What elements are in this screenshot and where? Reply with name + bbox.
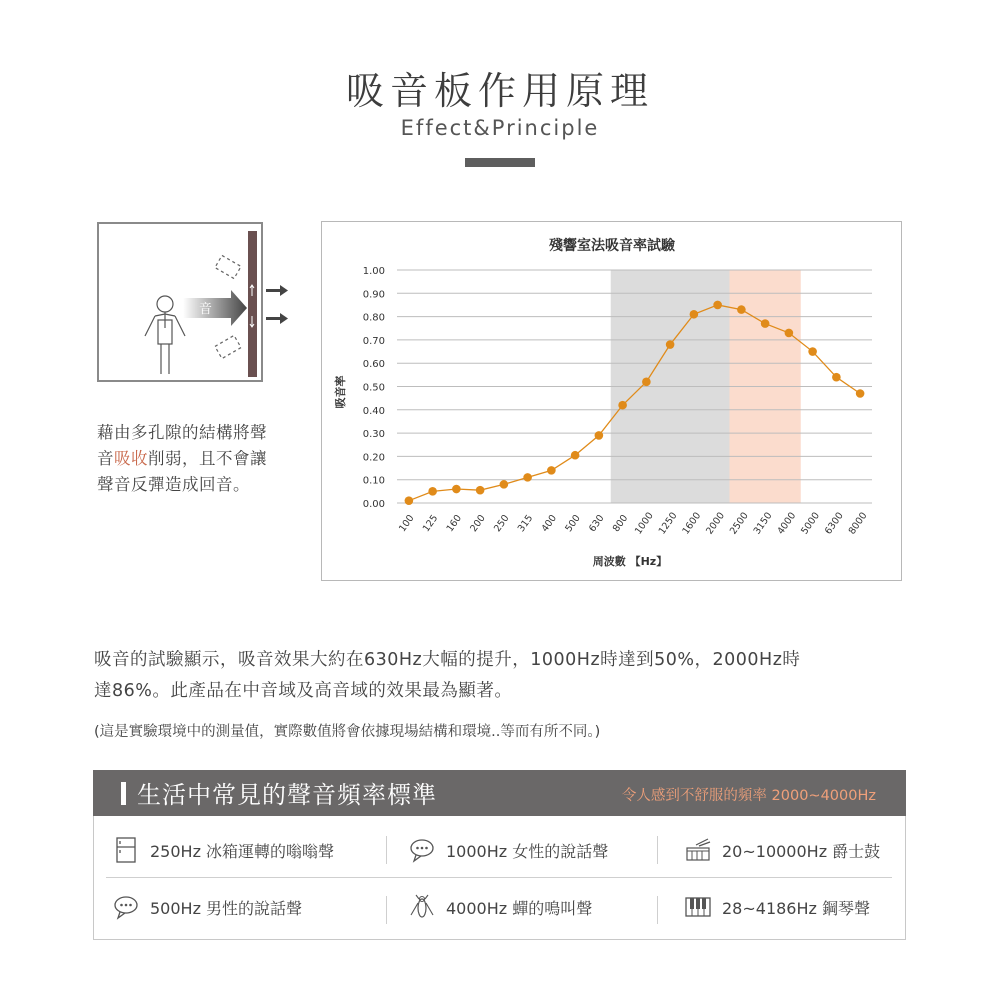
- measurement-note: (這是實驗環境中的測量值，實際數值將會依據現場結構和環境..等而有所不同。): [94, 724, 601, 740]
- title-underline: [465, 158, 535, 167]
- x-tick-label: 200: [468, 512, 488, 535]
- y-tick-label: 0.00: [362, 499, 385, 510]
- page-subtitle: Effect&Principle: [400, 116, 600, 140]
- absorption-chart: [321, 221, 902, 581]
- x-tick-label: 2500: [727, 510, 751, 537]
- data-point: [761, 319, 770, 328]
- speech-bubble-icon: [408, 836, 436, 864]
- data-point: [405, 496, 414, 505]
- x-tick-label: 315: [515, 512, 536, 535]
- absorption-diagram: [97, 222, 263, 382]
- data-point: [737, 305, 746, 314]
- x-tick-label: 630: [587, 512, 607, 535]
- data-point: [642, 378, 651, 387]
- highlight-text: 吸收: [114, 449, 148, 468]
- sound-label: 1000Hz 女性的說話聲: [446, 841, 609, 861]
- data-point: [571, 451, 580, 460]
- speech-bubble-icon: [112, 893, 140, 921]
- data-point: [690, 310, 699, 319]
- y-tick-label: 0.20: [362, 452, 385, 464]
- x-tick-label: 3150: [751, 510, 775, 537]
- data-point: [666, 340, 675, 349]
- chart-title: 殘響室法吸音率試驗: [549, 238, 675, 254]
- x-tick-label: 100: [397, 512, 417, 535]
- sound-item: [112, 892, 302, 922]
- chart-ylabel: 吸音率: [334, 375, 347, 409]
- y-tick-label: 0.70: [362, 335, 385, 347]
- data-point: [428, 487, 437, 496]
- x-tick-label: 8000: [846, 510, 870, 537]
- y-tick-label: 0.80: [362, 312, 385, 324]
- x-tick-label: 800: [610, 512, 631, 535]
- data-point: [452, 485, 461, 494]
- sound-label: 20~10000Hz 爵士鼓: [722, 841, 881, 861]
- y-tick-label: 1.00: [362, 266, 385, 277]
- transmit-arrows-icon: [264, 280, 294, 330]
- wall-panel: [248, 231, 257, 377]
- x-tick-label: 4000: [775, 510, 799, 537]
- band-right-note: 令人感到不舒服的頻率 2000~4000Hz: [621, 788, 876, 804]
- data-point: [618, 401, 627, 410]
- sound-label: 250Hz 冰箱運轉的嗡嗡聲: [150, 841, 335, 861]
- result-line-1: 吸音的試驗顯示，吸音效果大約在630Hz大幅的提升，1000Hz時達到50%，2000Hz時: [94, 650, 801, 670]
- frequency-band-header: [93, 770, 906, 816]
- x-tick-label: 125: [420, 512, 441, 535]
- x-tick-label: 6300: [822, 510, 846, 537]
- x-tick-label: 500: [563, 512, 583, 535]
- person-icon: [145, 296, 185, 374]
- sound-label: 28~4186Hz 鋼琴聲: [722, 898, 871, 918]
- sound-frequency-grid: [93, 816, 906, 940]
- data-point: [832, 373, 841, 382]
- y-tick-label: 0.30: [362, 429, 385, 441]
- y-tick-label: 0.40: [362, 405, 385, 417]
- sound-item: [112, 835, 334, 865]
- sound-item: [408, 892, 592, 922]
- y-tick-label: 0.50: [362, 382, 385, 394]
- chart-xlabel: 周波數 【Hz】: [592, 555, 668, 568]
- x-tick-label: 5000: [799, 510, 823, 537]
- data-point: [523, 473, 532, 482]
- sound-item: [408, 835, 608, 865]
- description: 藉由多孔隙的結構將聲音吸收削弱，且不會讓聲音反彈造成回音。: [97, 423, 267, 494]
- sound-label: 500Hz 男性的說話聲: [150, 898, 303, 918]
- data-point: [856, 389, 865, 398]
- piano-icon: [684, 893, 712, 921]
- cicada-icon: [408, 893, 436, 921]
- sound-label: 音: [199, 302, 213, 317]
- y-tick-label: 0.10: [362, 475, 385, 487]
- y-tick-label: 0.90: [362, 289, 385, 301]
- data-point: [785, 329, 794, 338]
- page-title: 吸音板作用原理: [345, 69, 654, 113]
- fridge-icon: [112, 836, 140, 864]
- result-line-2: 達86%。此產品在中音域及高音域的效果最為顯著。: [94, 681, 513, 701]
- sound-arrow-icon: [183, 290, 247, 326]
- sound-item: [684, 835, 880, 865]
- band-accent-bar: [121, 782, 126, 805]
- sound-item: [684, 892, 870, 922]
- x-tick-label: 1000: [632, 510, 656, 537]
- data-point: [500, 480, 509, 489]
- x-tick-label: 250: [492, 512, 512, 535]
- data-point: [476, 486, 485, 495]
- sound-label: 4000Hz 蟬的鳴叫聲: [446, 898, 593, 918]
- x-tick-label: 1600: [680, 510, 704, 537]
- x-tick-label: 400: [539, 512, 560, 535]
- data-point: [713, 301, 722, 310]
- x-tick-label: 2000: [704, 510, 728, 537]
- band-title: 生活中常見的聲音頻率標準: [137, 781, 437, 809]
- x-tick-label: 1250: [656, 510, 680, 537]
- x-tick-label: 160: [444, 512, 465, 535]
- data-point: [595, 431, 604, 440]
- data-point: [808, 347, 817, 356]
- y-tick-label: 0.60: [362, 359, 385, 371]
- drum-icon: [684, 836, 712, 864]
- result-paragraph: [94, 645, 914, 707]
- data-point: [547, 466, 556, 475]
